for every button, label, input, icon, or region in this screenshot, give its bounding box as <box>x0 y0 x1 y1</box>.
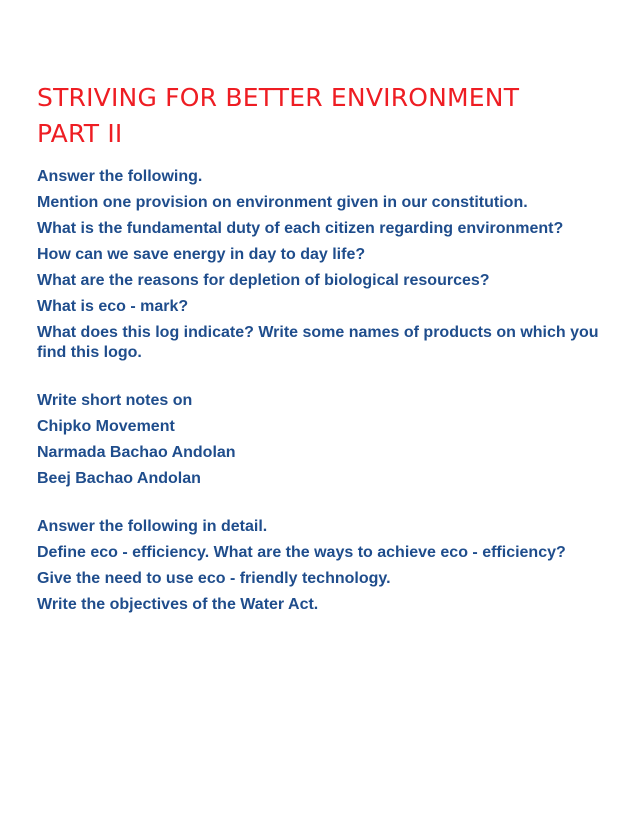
question-2: What is the fundamental duty of each citizen regarding environment? <box>37 220 564 237</box>
section-spacer <box>37 495 617 517</box>
question-1: Mention one provision on environment given in our constitution. <box>37 194 528 211</box>
title-line-2: PART II <box>37 119 123 148</box>
section-1-heading: Answer the following. <box>37 168 203 185</box>
section-3-heading: Answer the following in detail. <box>37 518 268 535</box>
detail-question-1: Define eco - efficiency. What are the ways to achieve eco - efficiency? <box>37 544 566 561</box>
short-note-2: Narmada Bachao Andolan <box>37 444 236 461</box>
question-3: How can we save energy in day to day life? <box>37 246 366 263</box>
short-note-3: Beej Bachao Andolan <box>37 470 201 487</box>
document-content <box>37 167 617 621</box>
question-6: What does this log indicate? Write some names of products on which you find this logo. <box>37 324 599 361</box>
question-4: What are the reasons for depletion of biological resources? <box>37 272 490 289</box>
section-2-heading: Write short notes on <box>37 392 193 409</box>
short-note-1: Chipko Movement <box>37 418 175 435</box>
section-spacer <box>37 369 617 391</box>
question-5: What is eco - mark? <box>37 298 189 315</box>
detail-question-3: Write the objectives of the Water Act. <box>37 596 319 613</box>
document-title <box>37 80 617 152</box>
detail-question-2: Give the need to use eco - friendly technology. <box>37 570 391 587</box>
title-line-1: STRIVING FOR BETTER ENVIRONMENT <box>37 83 520 112</box>
